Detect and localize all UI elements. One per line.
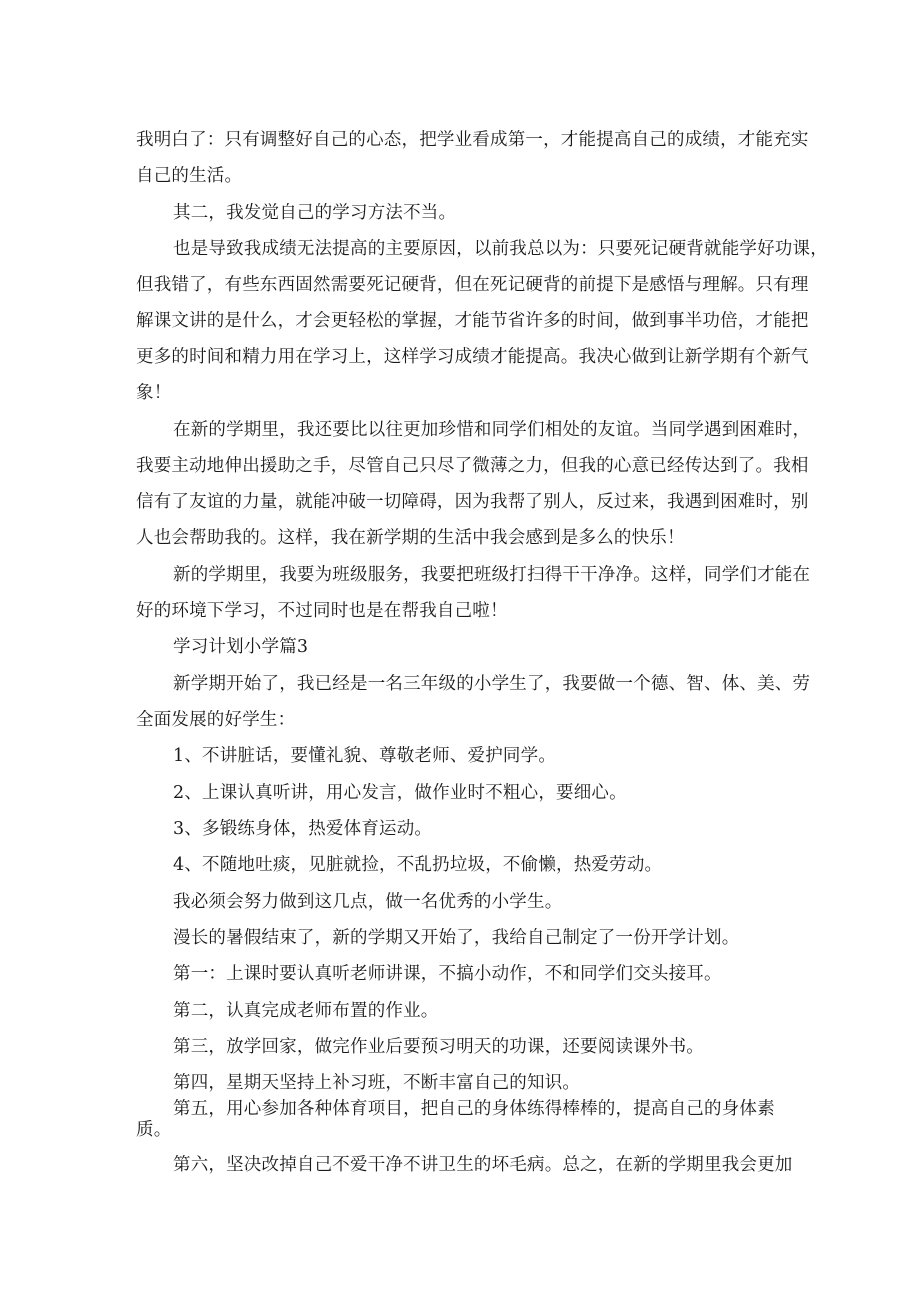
text-line: 解课文讲的是什么，才会更轻松的掌握，才能节省许多的时间，做到事半功倍，才能把: [136, 311, 809, 331]
text-line: 质。: [136, 1120, 172, 1140]
text-line: 第四，星期天坚持上补习班，不断丰富自己的知识。: [173, 1073, 581, 1093]
text-line: 全面发展的好学生：: [136, 710, 296, 730]
text-line: 我明白了：只有调整好自己的心态，把学业看成第一，才能提高自己的成绩，才能充实: [136, 130, 809, 150]
text-line: 第五，用心参加各种体育项目，把自己的身体练得棒棒的，提高自己的身体素: [173, 1099, 775, 1119]
text-line: 我必须会努力做到这几点，做一名优秀的小学生。: [173, 892, 563, 912]
text-line: 信有了友谊的力量，就能冲破一切障碍，因为我帮了别人，反过来，我遇到困难时，别: [136, 492, 809, 512]
text-line: 第二，认真完成老师布置的作业。: [173, 1001, 439, 1021]
text-line: 人也会帮助我的。这样，我在新学期的生活中我会感到是多么的快乐！: [136, 528, 685, 548]
list-item: 2、上课认真听讲，用心发言，做作业时不粗心，要细心。: [173, 783, 627, 803]
text-line: 好的环境下学习，不过同时也是在帮我自己啦！: [136, 601, 508, 621]
text-line: 我要主动地伸出援助之手，尽管自己只尽了微薄之力，但我的心意已经传达到了。我相: [136, 456, 809, 476]
list-item: 3、多锻练身体，热爱体育运动。: [173, 819, 433, 839]
text-line: 新的学期里，我要为班级服务，我要把班级打扫得干干净净。这样，同学们才能在: [173, 565, 811, 585]
text-line: 漫长的暑假结束了，新的学期又开始了，我给自己制定了一份开学计划。: [173, 928, 740, 948]
text-line: 在新的学期里，我还要比以往更加珍惜和同学们相处的友谊。当同学遇到困难时，: [173, 420, 811, 440]
list-item: 1、不讲脏话，要懂礼貌、尊敬老师、爱护同学。: [173, 746, 557, 766]
text-line: 第三，放学回家，做完作业后要预习明天的功课，还要阅读课外书。: [173, 1037, 704, 1057]
list-item: 4、不随地吐痰，见脏就捡，不乱扔垃圾，不偷懒，热爱劳动。: [173, 855, 663, 875]
text-line: 第一：上课时要认真听老师讲课，不搞小动作，不和同学们交头接耳。: [173, 964, 722, 984]
text-line: 第六，坚决改掉自己不爱干净不讲卫生的坏毛病。总之，在新的学期里我会更加: [173, 1155, 793, 1175]
text-line: 自己的生活。: [136, 166, 243, 186]
text-line: 但我错了，有些东西固然需要死记硬背，但在死记硬背的前提下是感悟与理解。只有理: [136, 275, 809, 295]
text-line: 象！: [136, 383, 172, 403]
text-line: 其二，我发觉自己的学习方法不当。: [173, 203, 457, 223]
section-heading: 学习计划小学篇3: [173, 637, 309, 657]
text-line: 更多的时间和精力用在学习上，这样学习成绩才能提高。我决心做到让新学期有个新气: [136, 347, 809, 367]
text-line: 也是导致我成绩无法提高的主要原因，以前我总以为：只要死记硬背就能学好功课，: [173, 239, 828, 259]
text-line: 新学期开始了，我已经是一名三年级的小学生了，我要做一个德、智、体、美、劳: [173, 674, 811, 694]
